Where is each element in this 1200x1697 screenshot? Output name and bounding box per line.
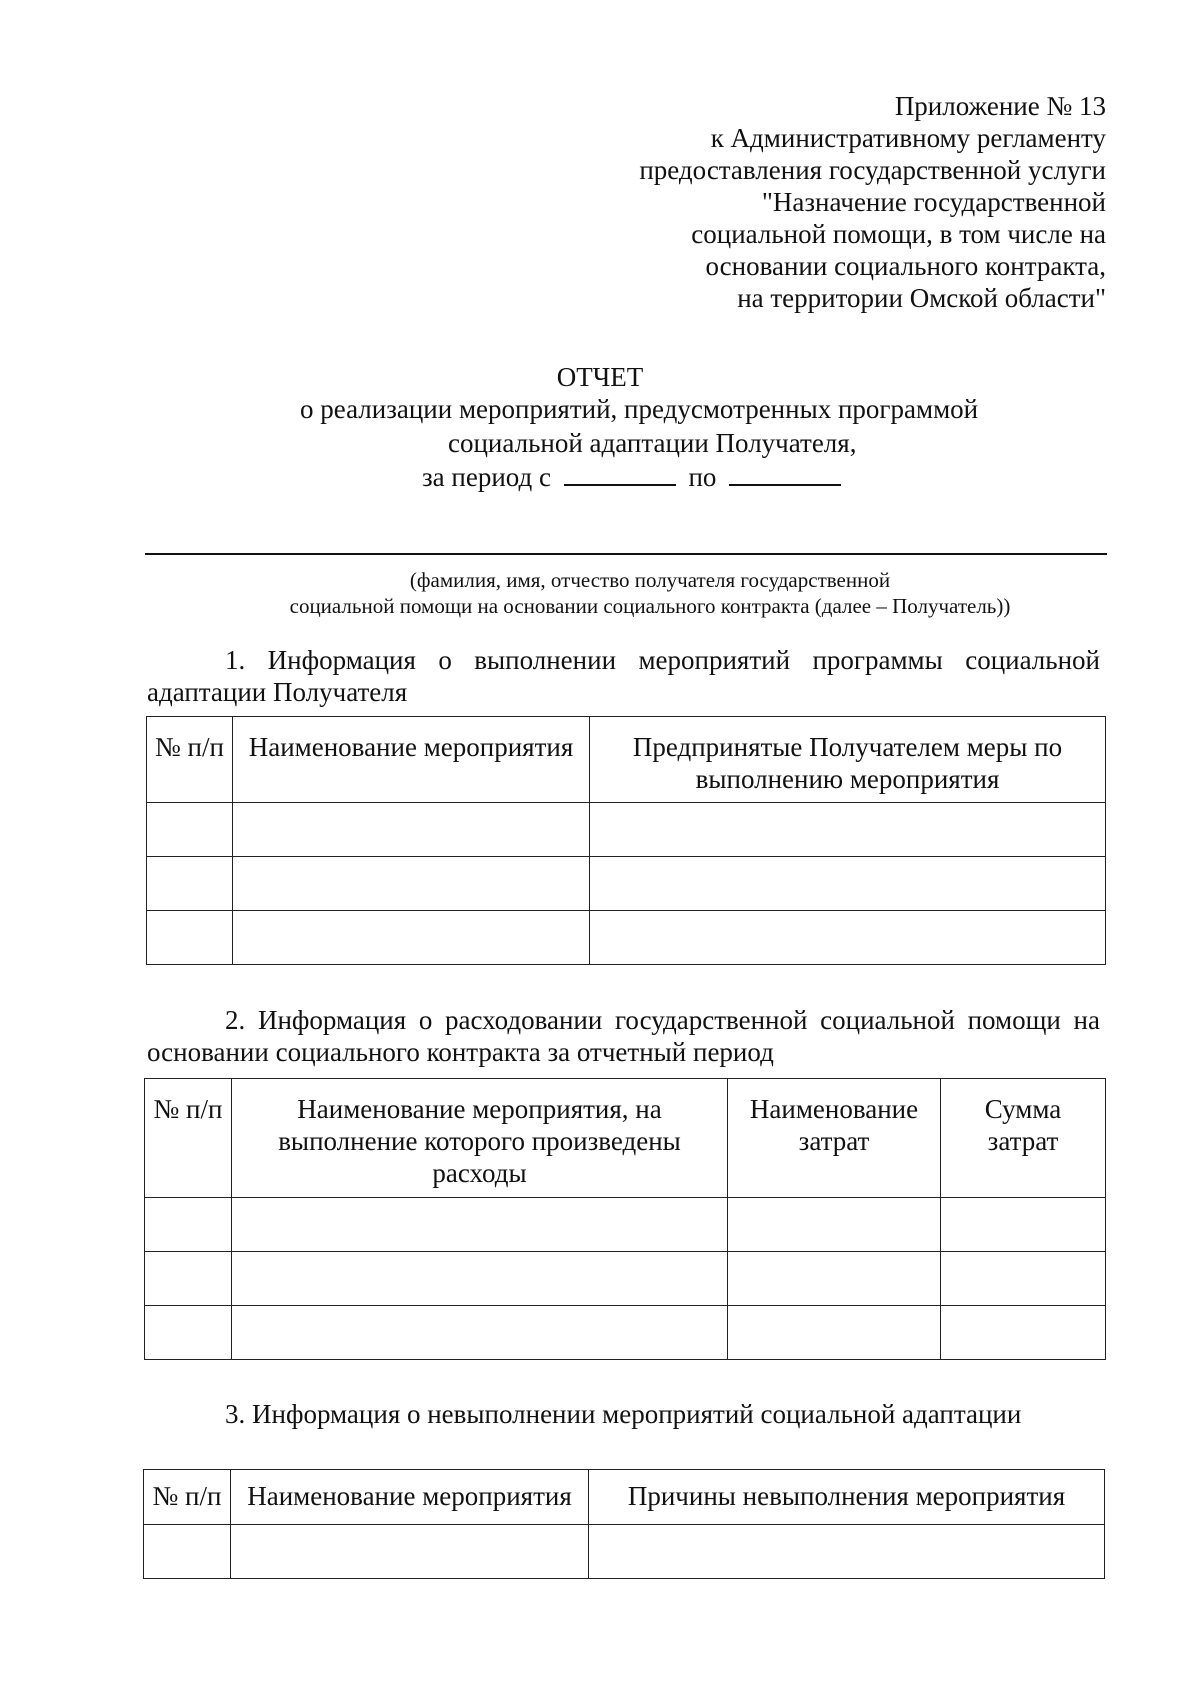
column-header: Предпринятые Получателем меры по выполнению мероприятия — [590, 717, 1106, 803]
appendix-line: основании социального контракта, — [705, 251, 1106, 281]
column-header: Наименование мероприятия — [231, 1470, 589, 1525]
table-cell[interactable] — [233, 911, 590, 965]
section-3-heading: 3. Информация о невыполнении мероприятий социальной адаптации — [225, 1399, 1022, 1429]
table-cell[interactable] — [589, 1525, 1105, 1579]
section-2-heading-text: 2. Информация о расходовании государственной социальной помощи на основании социального контракта за отчетный период — [147, 1005, 1100, 1067]
table-cell[interactable] — [145, 1198, 232, 1252]
table-cell[interactable] — [145, 1306, 232, 1360]
section-1-table — [146, 716, 1106, 965]
table-row — [147, 857, 1106, 911]
table-cell[interactable] — [232, 1198, 728, 1252]
table-row — [147, 911, 1106, 965]
table-cell[interactable] — [231, 1525, 589, 1579]
appendix-line: Приложение № 13 — [894, 91, 1106, 121]
table-cell[interactable] — [590, 857, 1106, 911]
period-prefix: за период с — [422, 462, 551, 492]
table-cell[interactable] — [145, 1252, 232, 1306]
table-cell[interactable] — [232, 1252, 728, 1306]
section-1-heading-text: 1. Информация о выполнении мероприятий программы социальной адаптации Получателя — [147, 645, 1100, 707]
section-1-heading — [147, 644, 1100, 708]
appendix-reference — [639, 90, 1106, 314]
report-subtitle-line-1: о реализации мероприятий, предусмотренных программой — [300, 394, 979, 424]
column-header: Наименование мероприятия, на выполнение которого произведены расходы — [232, 1079, 728, 1198]
column-header: Сумма затрат — [941, 1079, 1106, 1198]
table-cell[interactable] — [144, 1525, 231, 1579]
column-header: Причины невыполнения мероприятия — [589, 1470, 1105, 1525]
report-subtitle-line-2: социальной адаптации Получателя, — [448, 428, 857, 458]
column-header: Наименование мероприятия — [233, 717, 590, 803]
recipient-name-line[interactable] — [145, 553, 1107, 555]
table-cell[interactable] — [590, 803, 1106, 857]
appendix-line: к Административному регламенту — [710, 123, 1106, 153]
table-cell[interactable] — [941, 1198, 1106, 1252]
report-title: ОТЧЕТ — [556, 362, 644, 392]
appendix-line: предоставления государственной услуги — [639, 155, 1106, 185]
table-row — [147, 803, 1106, 857]
recipient-caption-line-2: социальной помощи на основании социального контракта (далее – Получатель)) — [289, 594, 1011, 618]
table-cell[interactable] — [728, 1306, 941, 1360]
table-cell[interactable] — [147, 911, 233, 965]
section-3-table — [143, 1469, 1105, 1579]
table-cell[interactable] — [941, 1306, 1106, 1360]
period-start-blank[interactable] — [564, 462, 676, 486]
period-end-blank[interactable] — [729, 462, 841, 486]
table-cell[interactable] — [233, 857, 590, 911]
column-header: Наименование затрат — [728, 1079, 941, 1198]
table-row — [144, 1525, 1105, 1579]
table-row — [145, 1252, 1106, 1306]
table-cell[interactable] — [590, 911, 1106, 965]
period-middle: по — [688, 462, 717, 492]
column-header: № п/п — [145, 1079, 232, 1198]
appendix-line: социальной помощи, в том числе на — [691, 219, 1106, 249]
section-2-table — [144, 1078, 1106, 1360]
table-cell[interactable] — [728, 1252, 941, 1306]
table-cell[interactable] — [728, 1198, 941, 1252]
table-cell[interactable] — [233, 803, 590, 857]
recipient-caption-line-1: (фамилия, имя, отчество получателя государственной — [409, 568, 891, 592]
table-cell[interactable] — [232, 1306, 728, 1360]
table-cell[interactable] — [147, 803, 233, 857]
column-header: № п/п — [147, 717, 233, 803]
table-cell[interactable] — [941, 1252, 1106, 1306]
section-2-heading — [147, 1004, 1100, 1068]
report-period — [422, 460, 847, 494]
appendix-line: "Назначение государственной — [761, 187, 1106, 217]
column-header: № п/п — [144, 1470, 231, 1525]
table-row — [145, 1306, 1106, 1360]
table-cell[interactable] — [147, 857, 233, 911]
appendix-line: на территории Омской области" — [737, 283, 1106, 313]
table-row — [145, 1198, 1106, 1252]
